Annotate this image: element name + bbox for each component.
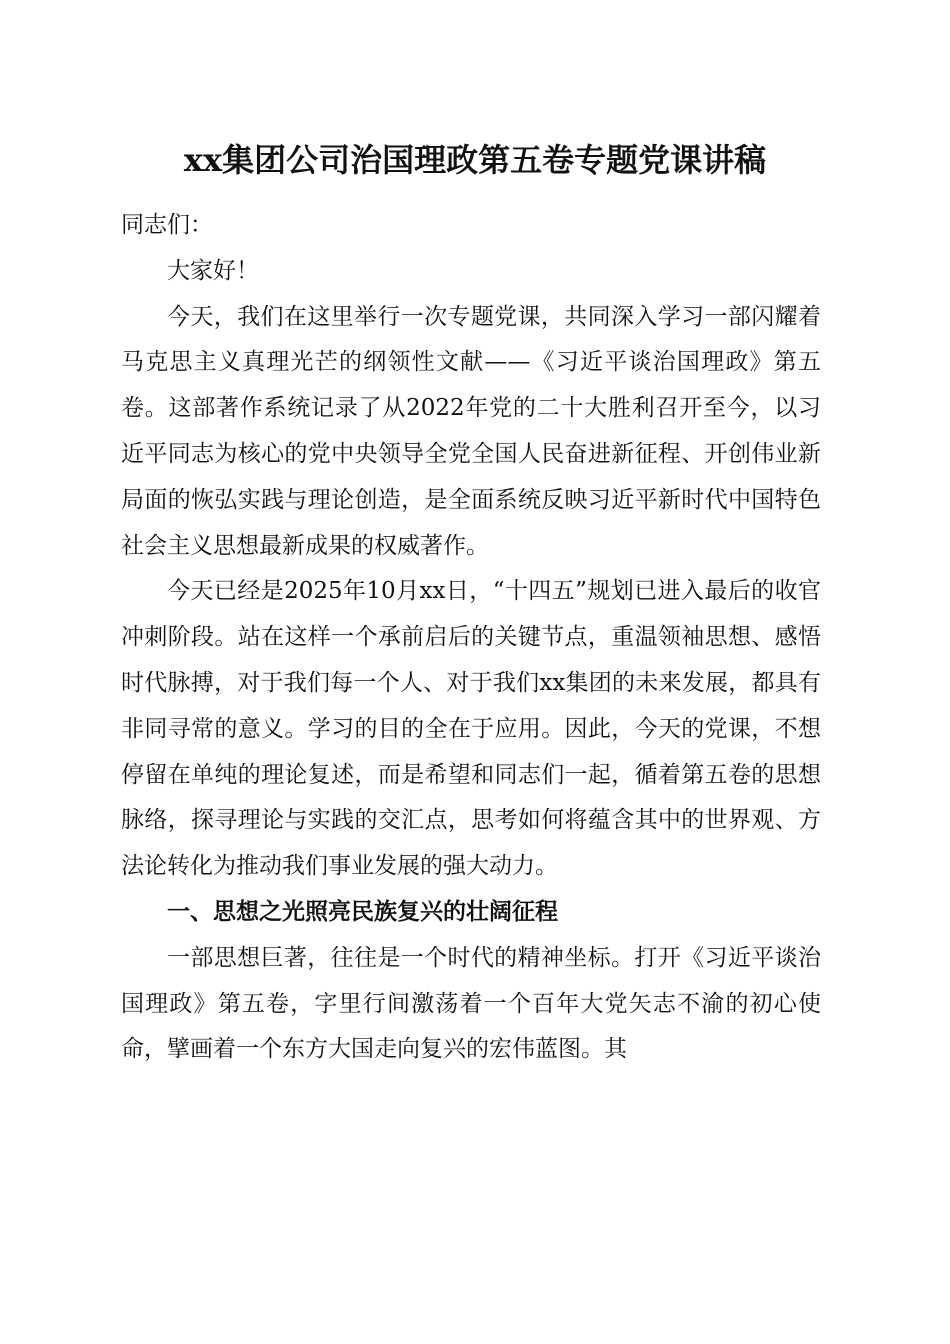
paragraph-intro: 今天，我们在这里举行一次专题党课，共同深入学习一部闪耀着马克思主义真理光芒的纲领性文献——《习近平谈治国理政》第五卷。这部著作系统记录了从2022年党的二十大胜利召开至今，以习近平同志为核心的党中央领导全党全国人民奋进新征程、开创伟业新局面的恢弘实践与理论创造，是全面系统反映习近平新时代中国特色社会主义思想最新成果的权威著作。 xyxy=(121,303,821,559)
salutation: 同志们： xyxy=(121,212,213,238)
section-heading: 一、思想之光照亮民族复兴的壮阔征程 xyxy=(167,898,558,925)
document-title: xx集团公司治国理政第五卷专题党课讲稿 xyxy=(183,141,767,179)
section-paragraph: 一部思想巨著，往往是一个时代的精神坐标。打开《习近平谈治国理政》第五卷，字里行间激荡着一个百年大党矢志不渝的初心使命，擘画着一个东方大国走向复兴的宏伟蓝图。其 xyxy=(121,944,821,1063)
document-body xyxy=(121,203,821,1073)
paragraph-greeting: 大家好！ xyxy=(167,257,259,284)
paragraph-context: 今天已经是2025年10月xx日，“十四五”规划已进入最后的收官冲刺阶段。站在这样一个承前启后的关键节点，重温领袖思想、感悟时代脉搏，对于我们每一个人、对于我们xx集团的未来发展，都具有非同寻常的意义。学习的目的全在于应用。因此，今天的党课，不想停留在单纯的理论复述，而是希望和同志们一起，循着第五卷的思想脉络，探寻理论与实践的交汇点，思考如何将蕴含其中的世界观、方法论转化为推动我们事业发展的强大动力。 xyxy=(121,578,821,880)
